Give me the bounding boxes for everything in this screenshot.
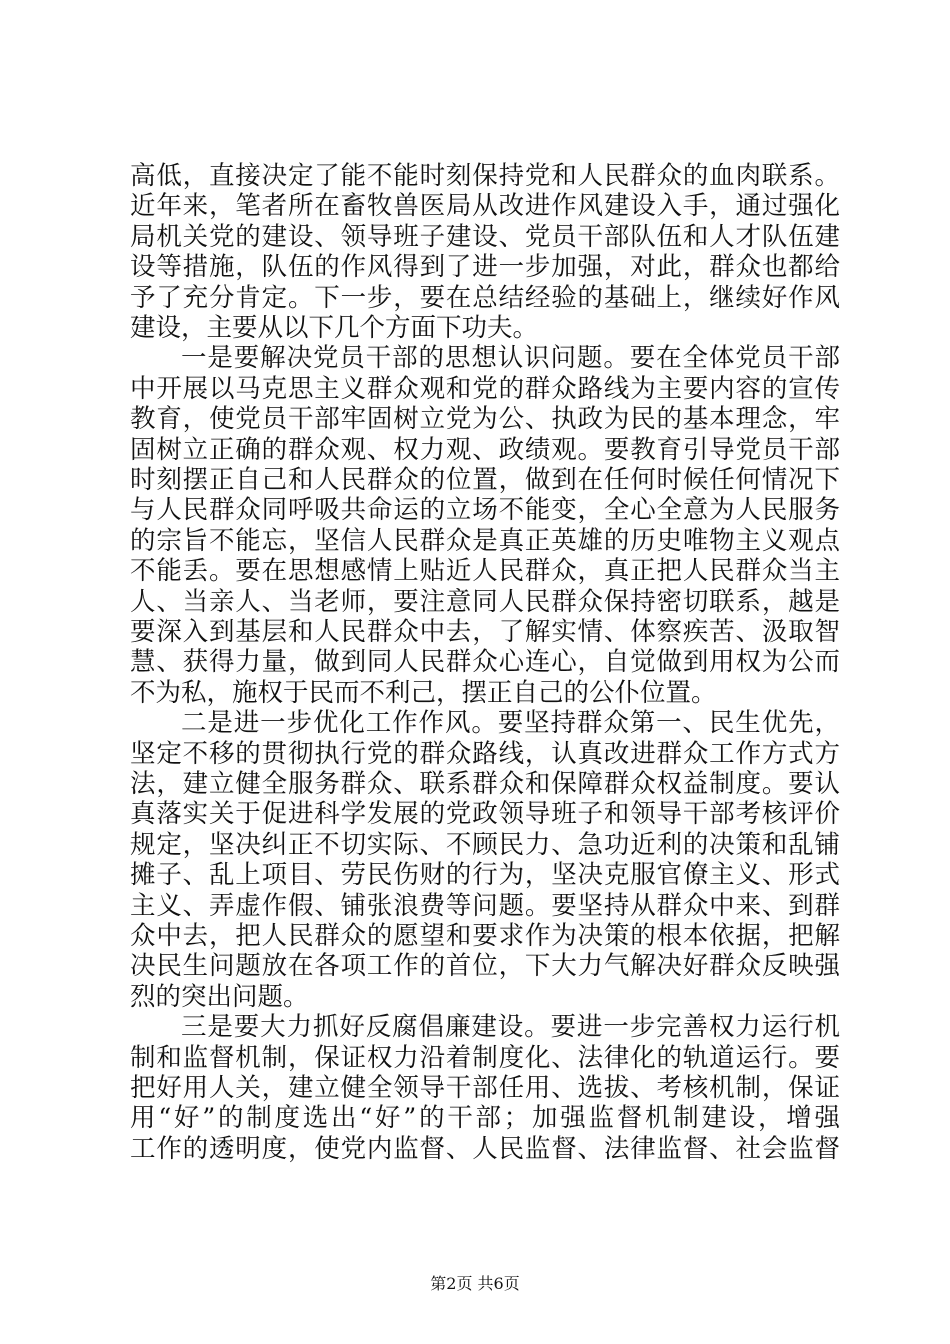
text-line: 近年来，笔者所在畜牧兽医局从改进作风建设入手，通过强化 [130,191,840,222]
text-line: 予了充分肯定。下一步，要在总结经验的基础上，继续好作风 [130,282,840,313]
text-line: 设等措施，队伍的作风得到了进一步加强，对此，群众也都给 [130,252,840,283]
paragraph-first-line: 一是要解决党员干部的思想认识问题。要在全体党员干部 [181,343,840,374]
text-line: 建设，主要从以下几个方面下功夫。 [130,313,539,343]
paragraph-first-line: 二是进一步优化工作作风。要坚持群众第一、民生优先， [181,708,840,739]
text-line: 真落实关于促进科学发展的党政领导班子和领导干部考核评价 [130,799,840,830]
text-line: 众中去，把人民群众的愿望和要求作为决策的根本依据，把解 [130,921,840,951]
text-line: 烈的突出问题。 [130,981,309,1012]
text-line: 要深入到基层和人民群众中去，了解实情、体察疾苦、汲取智 [130,617,840,647]
text-line: 不能丢。要在思想感情上贴近人民群众，真正把人民群众当主 [130,556,840,587]
text-line: 坚定不移的贯彻执行党的群众路线，认真改进群众工作方式方 [130,738,840,769]
paragraph-first-line: 三是要大力抓好反腐倡廉建设。要进一步完善权力运行机 [181,1012,840,1043]
text-line: 的宗旨不能忘，坚信人民群众是真正英雄的历史唯物主义观点 [130,525,840,556]
page-footer: 第2页 共6页 [430,1274,520,1293]
text-line: 法，建立健全服务群众、联系群众和保障群众权益制度。要认 [130,769,840,799]
text-line: 把好用人关，建立健全领导干部任用、选拔、考核机制，保证 [130,1073,840,1103]
text-line: 人、当亲人、当老师，要注意同人民群众保持密切联系，越是 [130,586,840,617]
text-line: 教育，使党员干部牢固树立党为公、执政为民的基本理念，牢 [130,404,840,435]
text-line: 中开展以马克思主义群众观和党的群众路线为主要内容的宣传 [130,373,840,404]
text-line: 固树立正确的群众观、权力观、政绩观。要教育引导党员干部 [130,434,840,465]
text-line: 时刻摆正自己和人民群众的位置，做到在任何时候任何情况下 [130,465,840,495]
text-line: 主义、弄虚作假、铺张浪费等问题。要坚持从群众中来、到群 [130,890,840,921]
text-line: 规定，坚决纠正不切实际、不顾民力、急功近利的决策和乱铺 [130,829,840,860]
text-line: 慧、获得力量，做到同人民群众心连心，自觉做到用权为公而 [130,647,840,678]
text-line: 摊子、乱上项目、劳民伤财的行为，坚决克服官僚主义、形式 [130,860,840,891]
text-line: 与人民群众同呼吸共命运的立场不能变，全心全意为人民服务 [130,495,840,526]
text-line: 决民生问题放在各项工作的首位，下大力气解决好群众反映强 [130,951,840,982]
text-line: 工作的透明度，使党内监督、人民监督、法律监督、社会监督 [130,1133,840,1164]
text-line: 高低，直接决定了能不能时刻保持党和人民群众的血肉联系。 [130,161,840,191]
text-line: 用“好”的制度选出“好”的干部；加强监督机制建设，增强 [130,1103,840,1134]
text-line: 局机关党的建设、领导班子建设、党员干部队伍和人才队伍建 [130,221,840,252]
text-line: 不为私，施权于民而不利己，摆正自己的公仆位置。 [130,677,717,708]
text-line: 制和监督机制，保证权力沿着制度化、法律化的轨道运行。要 [130,1042,840,1073]
